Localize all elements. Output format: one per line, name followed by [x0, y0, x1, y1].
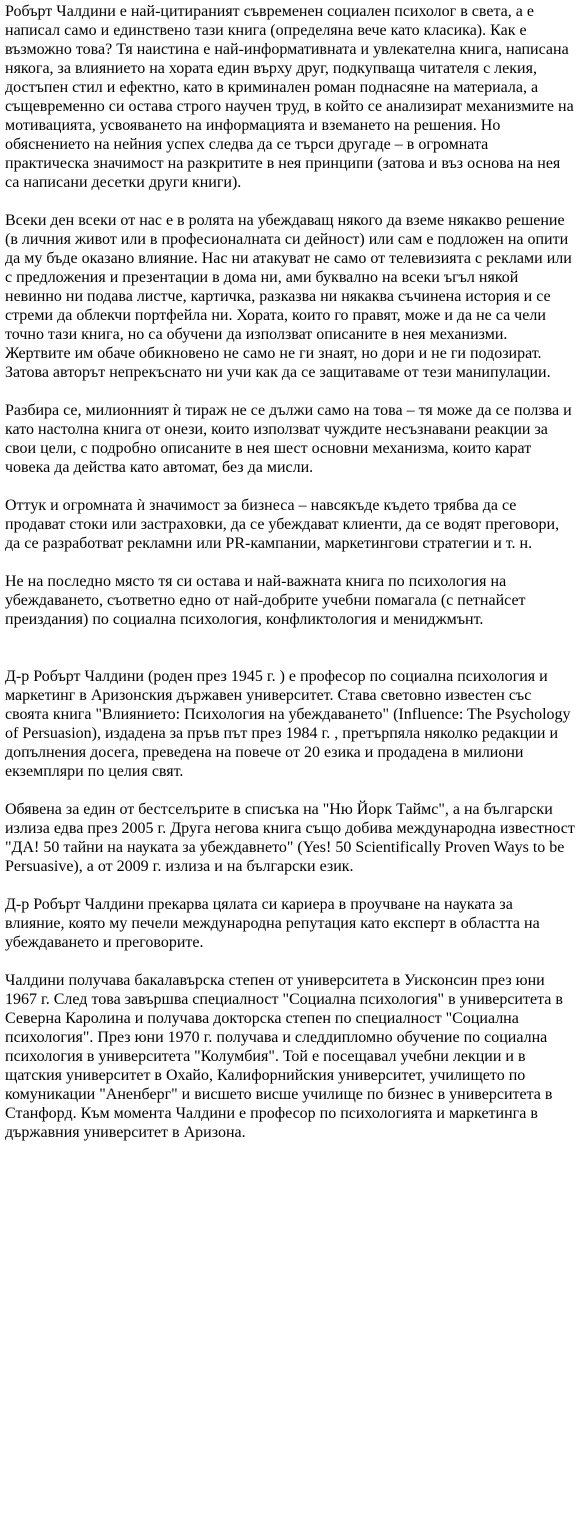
author-bio-section: [5, 667, 576, 1142]
book-paragraph-5: Не на последно място тя си остава и най-важната книга по психология на убеждаването, съответно едно от най-добрите учебни помагала (с петнайсет преиздания) по социална психология, конфликтология и мениджмънт.: [5, 573, 526, 628]
book-description-section: [5, 2, 576, 629]
author-paragraph-2: Обявена за един от бестселърите в списъка на "Ню Йорк Таймс", а на български излиза едва през 2005 г. Друга негова книга също добива международна известност "ДА! 50 тайни на науката за убеждавнето" (Yes! 50 Scientifically Proven Ways to be Persuasive), а от 2009 г. излиза и на български език.: [5, 801, 575, 875]
author-paragraph-3: Д-р Робърт Чалдини прекарва цялата си кариера в проучване на науката за влияние, която му печели международна репутация като експерт в областта на убеждаването и преговорите.: [5, 896, 540, 951]
section-spacer: [5, 648, 576, 667]
book-paragraph-1: Робърт Чалдини е най-цитираният съвременен социален психолог в света, а е написал само и единствено тази книга (определяна вече като класика). Как е възможно това? Тя наистина е най-информативната и увлекателна книга, написана някога, за влиянието на хората един върху друг, подкупваща читателя с лекия, достъпен стил и ефектно, като в криминален роман поднасяне на материала, а същевременно си остава строго научен труд, в който се анализират механизмите на мотивацията, усвояването на информацията и вземането на решения. Но обяснението на нейния успех следва да се търси другаде – в огромната практическа значимост на разкритите в нея принципи (затова и въз основа на нея са написани десетки други книги).: [5, 3, 574, 191]
author-paragraph-1: Д-р Робърт Чалдини (роден през 1945 г. ) е професор по социална психология и маркетинг в Аризонския държавен университет. Става световно известен със своята книга "Влиянието: Психология на убеждаването" (Influence: The Psychology of Persuasion), издадена за пръв път през 1984 г. , претърпяла няколко редакции и допълнения досега, преведена на повече от 20 езика и продадена в милиони екземпляри по целия свят.: [5, 668, 571, 780]
author-paragraph-4: Чалдини получава бакалавърска степен от университета в Уисконсин през юни 1967 г. След това завършва специалност "Социална психология" в университета в Северна Каролина и получава докторска степен по специалност "Социална психология". През юни 1970 г. получава и следдипломно обучение по социална психология в университета "Колумбия". Той е посещавал учебни лекции и в щатския университет в Охайо, Калифорнийския университет, училището по комуникации "Аненберг" и висшето висше училище по бизнес в университета в Станфорд. Към момента Чалдини е професор по психологията и маркетинга в държавния университет в Аризона.: [5, 972, 563, 1141]
book-paragraph-3: Разбира се, милионният ѝ тираж не се дължи само на това – тя може да се ползва и като настолна книга от онези, които използват чуждите несъзнавани реакции за свои цели, с подробно описаните в нея шест основни механизма, които карат човека да действа като автомат, без да мисли.: [5, 402, 572, 476]
book-paragraph-2: Всеки ден всеки от нас е в ролята на убеждаващ някого да вземе някакво решение (в личния живот или в професионалната си дейност) или сам е подложен на опити да му бъде оказано влияние. Нас ни атакуват не само от телевизията с реклами или с предложения и презентации в дома ни, ами буквално на всеки ъгъл някой невинно ни подава листче, картичка, разказва ни някаква съчинена история и се стреми да облекчи портфейла ни. Хората, които го правят, може и да не са чели точно тази книга, но са обучени да използват описаните в нея механизми. Жертвите им обаче обикновено не само не ги знаят, но дори и не ги подозират. Затова авторът непрекъснато ни учи как да се защитаваме от тези манипулации.: [5, 212, 572, 381]
book-paragraph-4: Оттук и огромната ѝ значимост за бизнеса – навсякъде където трябва да се продават стоки или застраховки, да се убеждават клиенти, да се водят преговори, да се разработват рекламни или PR-кампании, маркетингови стратегии и т. н.: [5, 497, 560, 552]
